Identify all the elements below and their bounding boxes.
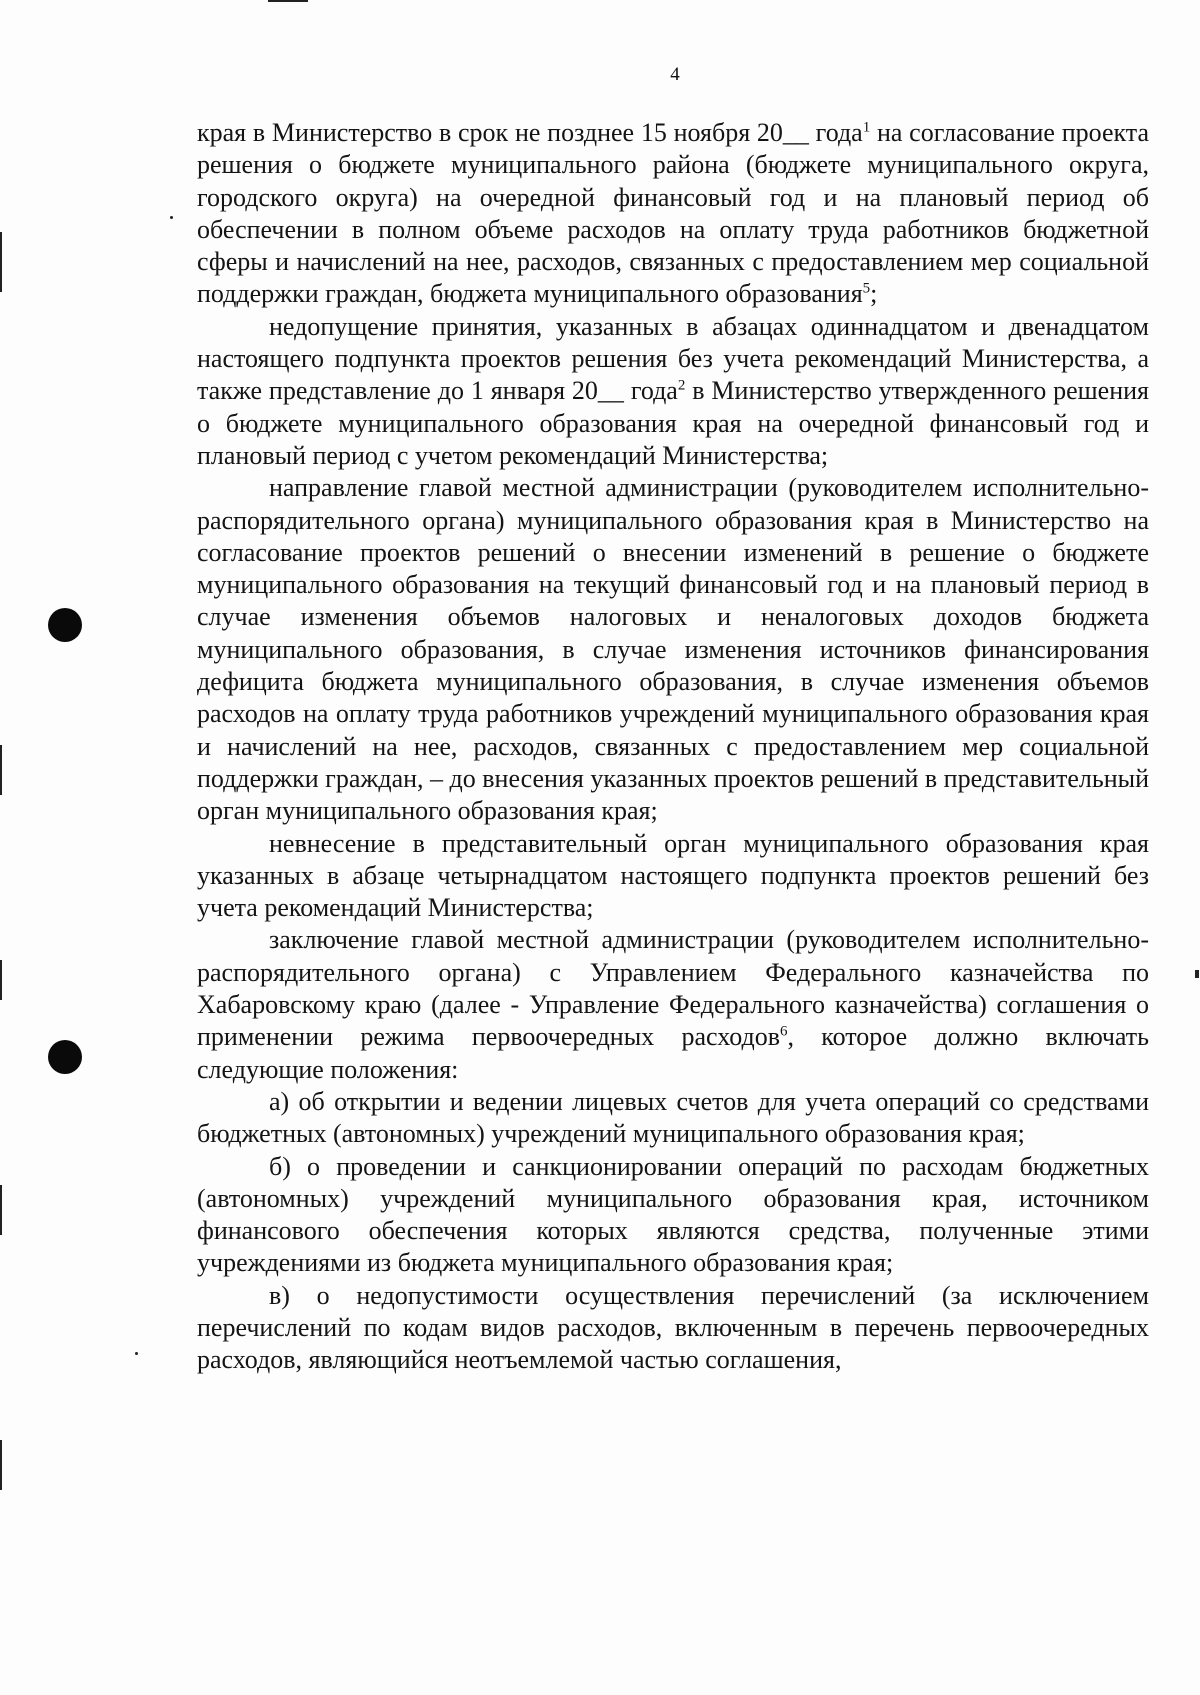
- scan-dot-2: [135, 1352, 138, 1355]
- paragraph-text: на согласование проекта решения о бюджете муниципального района (бюджете муниципального округа, городского округа) на очередной финансовый год и на плановый период об обеспечении в полном объеме расходов на оплату труда работников бюджетной сферы и начислений на нее, расходов, связанных с предоставлением мер социальной поддержки граждан, бюджета муниципального образования: [197, 118, 1150, 309]
- scan-mark-left-5: [0, 1440, 2, 1490]
- scan-mark-left-4: [0, 1185, 2, 1235]
- punch-hole-lower: [48, 1040, 82, 1074]
- paragraph: [197, 924, 1149, 1085]
- scan-mark-top: [268, 0, 308, 2]
- paragraph: [197, 1086, 1149, 1151]
- paragraph: [197, 311, 1149, 472]
- scan-mark-left-3: [0, 960, 2, 1000]
- paragraph-text: недопущение принятия, указанных в абзацах одиннадцатом и двенадцатом настоящего подпункта проектов решения без учета рекомендаций Министерства, а также представление до 1 января 20__ года: [197, 311, 1149, 406]
- scan-mark-right: [1195, 970, 1199, 978]
- paragraph-text: ;: [870, 279, 878, 309]
- punch-hole-upper: [48, 608, 82, 642]
- paragraph-text: в Министерство утвержденного решения о бюджете муниципального образования края на очередной финансовый год и плановый период с учетом рекомендаций Министерства;: [197, 376, 1149, 470]
- scan-mark-left-1: [0, 232, 2, 292]
- footnote-ref: 2: [677, 377, 686, 394]
- paragraph: [197, 828, 1149, 925]
- paragraph: [197, 1280, 1149, 1377]
- paragraph: [197, 472, 1149, 827]
- scan-dot-1: [170, 216, 173, 219]
- document-body: [197, 117, 1149, 1377]
- paragraph-text: а) об открытии и ведении лицевых счетов для учета операций со средствами бюджетных (автономных) учреждений муниципального образования края;: [197, 1086, 1149, 1149]
- footnote-ref: 1: [862, 119, 871, 136]
- scan-mark-left-2: [0, 745, 2, 795]
- paragraph-text: заключение главой местной администрации (руководителем исполнительно-распорядительного органа) с Управлением Федерального казначейства по Хабаровскому краю (далее - Управление Федерального казначейства) соглашения о применении режима первоочередных расходов: [197, 925, 1149, 1052]
- paragraph-text: в) о недопустимости осуществления перечислений (за исключением перечислений по кодам видов расходов, включенным в перечень первоочередных расходов, являющийся неотъемлемой частью соглашения,: [197, 1280, 1149, 1375]
- paragraph: [197, 117, 1149, 311]
- paragraph-text: направление главой местной администрации (руководителем исполнительно-распорядительного органа) муниципального образования края в Министерство на согласование проектов решений о внесении изменений в решение о бюджете муниципального образования на текущий финансовый год и на плановый период в случае изменения объемов налоговых и неналоговых доходов бюджета муниципального образования, в случае изменения источников финансирования дефицита бюджета муниципального образования, в случае изменения объемов расходов на оплату труда работников учреждений муниципального образования края и начислений на нее, расходов, связанных с предоставлением мер социальной поддержки граждан, – до внесения указанных проектов решений в представительный орган муниципального образования края;: [197, 473, 1149, 826]
- page-number: 4: [670, 64, 680, 85]
- paragraph: [197, 1151, 1149, 1280]
- paragraph-text: б) о проведении и санкционировании операций по расходам бюджетных (автономных) учреждений муниципального образования края, источником финансового обеспечения которых являются средства, полученные этими учреждениями из бюджета муниципального образования края;: [197, 1151, 1149, 1278]
- paragraph-text: , которое должно включать следующие положения:: [197, 1022, 1149, 1084]
- paragraph-text: невнесение в представительный орган муниципального образования края указанных в абзаце четырнадцатом настоящего подпункта проектов решений без учета рекомендаций Министерства;: [197, 828, 1149, 923]
- footnote-ref: 6: [780, 1023, 788, 1040]
- footnote-ref: 5: [862, 280, 871, 297]
- paragraph-text: края в Министерство в срок не позднее 15 ноября 20__ года: [197, 118, 863, 147]
